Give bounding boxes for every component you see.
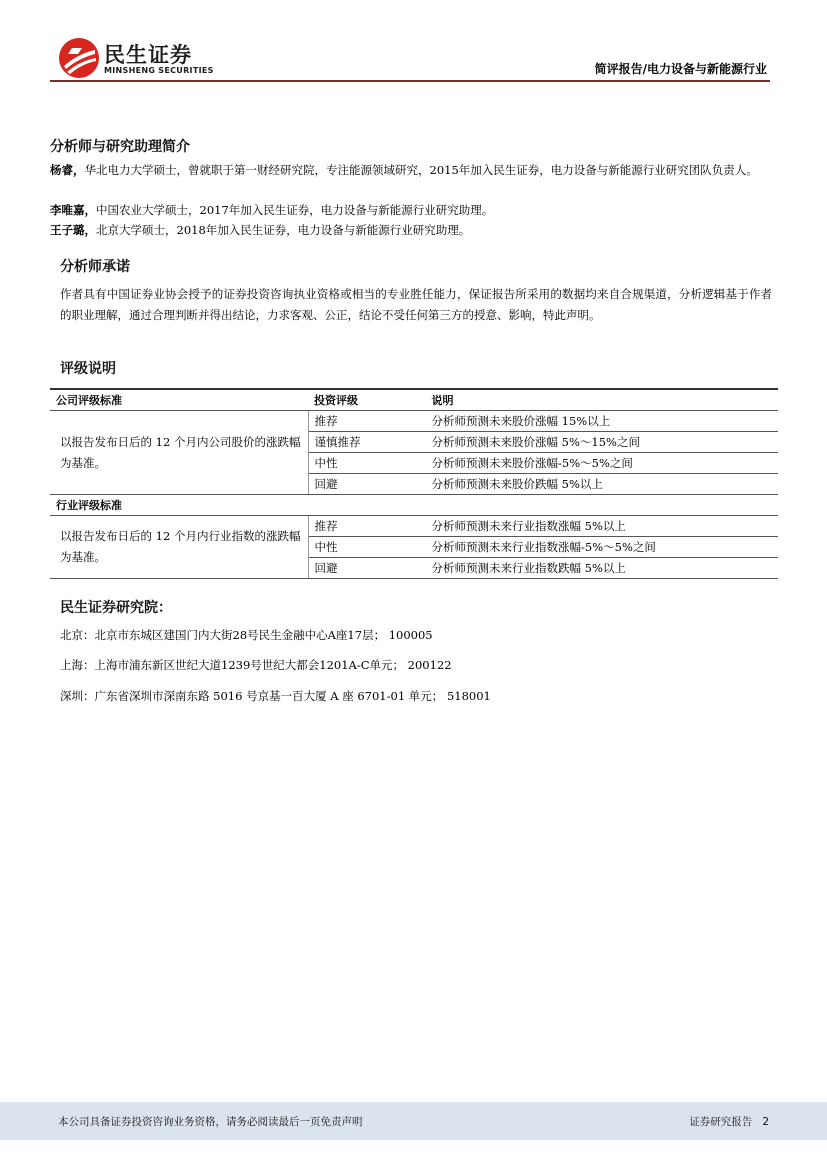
grade-cell: 中性 (308, 453, 426, 474)
desc-cell: 分析师预测未来行业指数涨幅-5%～5%之间 (426, 537, 779, 558)
page-number: 2 (762, 1116, 769, 1128)
company-standard-header: 公司评级标准 (50, 389, 308, 411)
analysts-title: 分析师与研究助理简介 (50, 139, 190, 155)
page-footer (0, 1102, 827, 1140)
footer-doc-type: 证券研究报告 (689, 1116, 753, 1128)
desc-cell: 分析师预测未来股价跌幅 5%以上 (426, 474, 779, 495)
address-shenzhen: 深圳：广东省深圳市深南东路 5016 号京基一百大厦 A 座 6701-01 单元； 518001 (60, 689, 491, 703)
report-title: 简评报告/电力设备与新能源行业 (594, 62, 767, 76)
desc-cell: 分析师预测未来股价涨幅 5%～15%之间 (426, 432, 779, 453)
desc-header: 说明 (426, 389, 779, 411)
grade-cell: 推荐 (308, 516, 426, 537)
analyst-name: 王子璐， (50, 223, 96, 237)
grade-cell: 回避 (308, 474, 426, 495)
grade-cell: 回避 (308, 558, 426, 579)
header-rule (50, 80, 770, 82)
address-shanghai: 上海：上海市浦东新区世纪大道1239号世纪大都会1201A-C单元； 200122 (60, 658, 452, 672)
analyst-text: 北京大学硕士，2018年加入民生证券，电力设备与新能源行业研究助理。 (96, 223, 471, 237)
analyst-bio (50, 160, 772, 180)
analyst-text: 华北电力大学硕士，曾就职于第一财经研究院，专注能源领域研究，2015年加入民生证券，电力设备与新能源行业研究团队负责人。 (84, 163, 758, 177)
grade-cell: 推荐 (308, 411, 426, 432)
desc-cell: 分析师预测未来股价涨幅 15%以上 (426, 411, 779, 432)
desc-cell: 分析师预测未来股价涨幅-5%～5%之间 (426, 453, 779, 474)
grade-header: 投资评级 (308, 389, 426, 411)
brand-name-cn: 民生证券 (104, 43, 192, 67)
analyst-name: 李唯嘉， (50, 203, 96, 217)
address-beijing: 北京：北京市东城区建国门内大街28号民生金融中心A座17层； 100005 (60, 628, 433, 642)
desc-cell: 分析师预测未来行业指数跌幅 5%以上 (426, 558, 779, 579)
analyst-text: 中国农业大学硕士，2017年加入民生证券，电力设备与新能源行业研究助理。 (96, 203, 494, 217)
commitment-title: 分析师承诺 (60, 259, 130, 275)
analyst-bio (50, 200, 772, 220)
industry-standard-header: 行业评级标准 (50, 495, 308, 516)
brand-name-en: MINSHENG SECURITIES (104, 66, 214, 75)
desc-cell: 分析师预测未来行业指数涨幅 5%以上 (426, 516, 779, 537)
rating-title: 评级说明 (60, 361, 116, 377)
grade-cell: 谨慎推荐 (308, 432, 426, 453)
footer-info (679, 1114, 769, 1129)
commitment-text: 作者具有中国证券业协会授予的证券投资咨询执业资格或相当的专业胜任能力，保证报告所采用的数据均来自合规渠道，分析逻辑基于作者的职业理解，通过合理判断并得出结论，力求客观、公正，结论不受任何第三方的授意、影响，特此声明。 (60, 287, 772, 322)
analyst-bio (50, 220, 772, 240)
table-row (50, 389, 778, 411)
grade-cell: 中性 (308, 537, 426, 558)
analyst-name: 杨睿， (50, 163, 85, 177)
brand-logo (58, 37, 218, 79)
table-row (50, 516, 778, 537)
minsheng-logo-icon (58, 37, 100, 79)
footer-disclaimer: 本公司具备证券投资咨询业务资格，请务必阅读最后一页免责声明 (58, 1116, 363, 1128)
company-basis: 以报告发布日后的 12 个月内公司股价的涨跌幅为基准。 (50, 411, 308, 495)
table-row (50, 411, 778, 432)
empty-cell (426, 495, 779, 516)
rating-table (50, 388, 778, 579)
institute-title: 民生证券研究院： (60, 600, 172, 616)
industry-basis: 以报告发布日后的 12 个月内行业指数的涨跌幅为基准。 (50, 516, 308, 579)
empty-cell (308, 495, 426, 516)
table-row (50, 495, 778, 516)
